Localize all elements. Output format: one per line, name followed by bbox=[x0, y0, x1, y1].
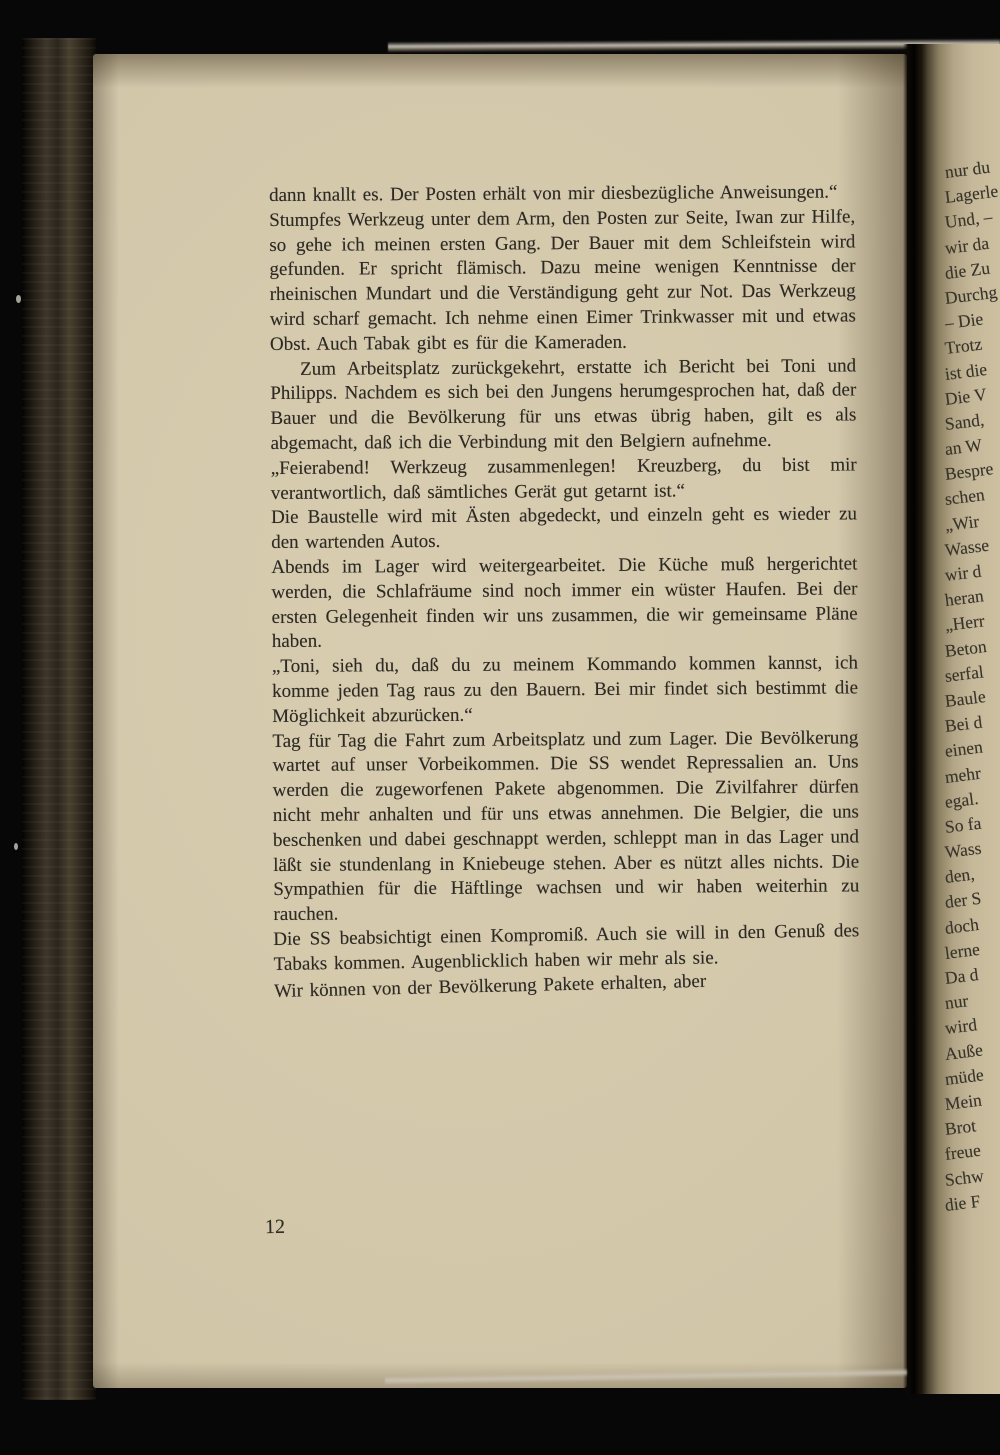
right-page-line-fragment: Baule bbox=[943, 686, 987, 711]
right-page-line-fragment: mehr bbox=[943, 762, 982, 787]
page-text-block bbox=[269, 180, 860, 1004]
right-page-line-fragment: Schw bbox=[943, 1164, 985, 1190]
right-page-line-fragment: der S bbox=[943, 888, 983, 913]
right-page-line-fragment: wir d bbox=[943, 560, 983, 585]
right-page-line-fragment: Mein bbox=[943, 1089, 983, 1114]
right-page-line-fragment: heran bbox=[943, 585, 985, 611]
right-page-line-fragment: nur du bbox=[943, 156, 992, 182]
right-page-line-fragment: Bespre bbox=[943, 458, 995, 485]
paragraph: Die SS beabsichtigt einen Kompromiß. Auch sie will in den Genuß des Tabaks kommen. Augenblicklich haben wir mehr als sie. bbox=[273, 920, 860, 975]
right-page-line-fragment: Durchg bbox=[943, 281, 999, 308]
right-page-line-fragment: einen bbox=[943, 736, 984, 762]
left-page bbox=[93, 54, 907, 1388]
right-page-line-fragment: Bei d bbox=[943, 711, 984, 737]
right-page-line-fragment: müde bbox=[943, 1064, 985, 1089]
paragraph: Wir können von der Bevölkerung Pakete erhalten, aber bbox=[273, 970, 707, 1002]
right-page-line-fragment: wir da bbox=[943, 232, 991, 258]
right-page-line-fragment: freue bbox=[943, 1140, 982, 1165]
right-page-line-fragment: Da d bbox=[943, 963, 980, 988]
right-page-line-fragment: Auße bbox=[943, 1039, 984, 1064]
paragraph: Zum Arbeitsplatz zurückgekehrt, erstatte ich Bericht bei Toni und Philipps. Nachdem es sich bei den Jungens herumgesprochen hat, daß der Bauer und die Bevölkerung für uns etwas übrig haben, gilt es als abgemacht, daß ich die Verbindung mit den Belgiern aufnehme. bbox=[270, 354, 857, 454]
right-page-line-fragment: Brot bbox=[943, 1115, 978, 1140]
right-page-line-fragment: Sand, bbox=[943, 409, 986, 434]
right-page-line-fragment: wird bbox=[943, 1014, 978, 1039]
dust-speck bbox=[14, 843, 18, 850]
right-page-text-fragments bbox=[943, 156, 1000, 1218]
right-page-line-fragment: doch bbox=[943, 913, 980, 938]
paragraph: Stumpfes Werkzeug unter dem Arm, den Posten zur Seite, Iwan zur Hilfe, so gehe ich meinen ersten Gang. Der Bauer mit dem Schleifstein wird gefunden. Er spricht flämisch. Dazu meine wenigen Kenntnisse der rheinischen Mundart und die Verständigung geht zur Not. Das Werkzeug wird scharf gemacht. Ich nehme einen Eimer Trinkwasser mit und etwas Obst. Auch Tabak gibt es für die Kameraden. bbox=[269, 206, 856, 355]
book-spine-edge bbox=[22, 38, 96, 1400]
right-page-line-fragment: nur bbox=[943, 990, 970, 1014]
right-page-line-fragment: egal. bbox=[943, 787, 980, 812]
right-page-line-fragment: ist die bbox=[943, 358, 989, 384]
right-page-line-fragment: an W bbox=[943, 434, 983, 459]
right-page-line-fragment: Und, – bbox=[943, 206, 994, 233]
right-page-line-fragment: Trotz bbox=[943, 333, 984, 359]
paragraph: „Feierabend! Werkzeug zusammenlegen! Kreuzberg, du bist mir verantwortlich, daß sämtliches Gerät gut getarnt ist.“ bbox=[270, 454, 857, 504]
right-page-line-fragment: „Herr bbox=[943, 610, 986, 636]
right-page-line-fragment: serfal bbox=[943, 661, 985, 686]
right-page-line-fragment: – Die bbox=[943, 308, 985, 334]
right-page-sliver bbox=[921, 44, 1000, 1394]
paragraph: Tag für Tag die Fahrt zum Arbeitsplatz und zum Lager. Die Bevölkerung wartet auf unser Vorbeikommen. Die SS wendet Repressalien an. Uns werden die zugeworfenen Pakete abgenommen. Die Zivilfahrer dürfen nicht mehr anhalten und für uns etwas annehmen. Die Belgier, die uns beschenken und dabei geschnappt werden, schleppt man in das Lager und läßt sie stundenlang in Kniebeuge stehen. Aber es nützt alles nichts. Die Sympathien für die Häftlinge wachsen und wir haben weiterhin zu rauchen. bbox=[272, 726, 860, 926]
right-page-line-fragment: So fa bbox=[943, 812, 983, 837]
gutter-shadow bbox=[903, 44, 923, 1394]
right-page-line-fragment: „Wir bbox=[943, 510, 981, 535]
paragraph: „Toni, sieh du, daß du zu meinem Kommando kommen kannst, ich komme jeden Tag raus zu den Bauern. Bei mir findet sich bestimmt die Möglichkeit abzurücken.“ bbox=[271, 652, 859, 727]
right-page-line-fragment: die F bbox=[943, 1190, 982, 1215]
right-page-line-fragment: Beton bbox=[943, 635, 988, 661]
right-page-line-fragment: Wasse bbox=[943, 534, 991, 560]
paragraph: dann knallt es. Der Posten erhält von mir diesbezügliche Anweisungen.“ bbox=[269, 181, 838, 206]
right-page-line-fragment: Wass bbox=[943, 837, 983, 862]
page-number: 12 bbox=[264, 1215, 286, 1239]
right-page-line-fragment: Die V bbox=[943, 383, 988, 409]
right-page-line-fragment: den, bbox=[943, 863, 976, 888]
dust-speck bbox=[16, 295, 21, 303]
paragraph: Die Baustelle wird mit Ästen abgedeckt, und einzeln geht es wieder zu den wartenden Autos. bbox=[270, 503, 858, 554]
paragraph: Abends im Lager wird weitergearbeitet. Die Küche muß hergerichtet werden, die Schlafräume sind noch immer ein wüster Haufen. Bei der ersten Gelegenheit finden wir uns zusammen, die wir gemeinsame Pläne haben. bbox=[271, 553, 858, 653]
right-page-line-fragment: lerne bbox=[943, 938, 981, 963]
right-page-line-fragment: die Zu bbox=[943, 257, 992, 283]
right-page-line-fragment: Lagerle bbox=[943, 180, 1000, 208]
right-page-line-fragment: schen bbox=[943, 484, 986, 510]
